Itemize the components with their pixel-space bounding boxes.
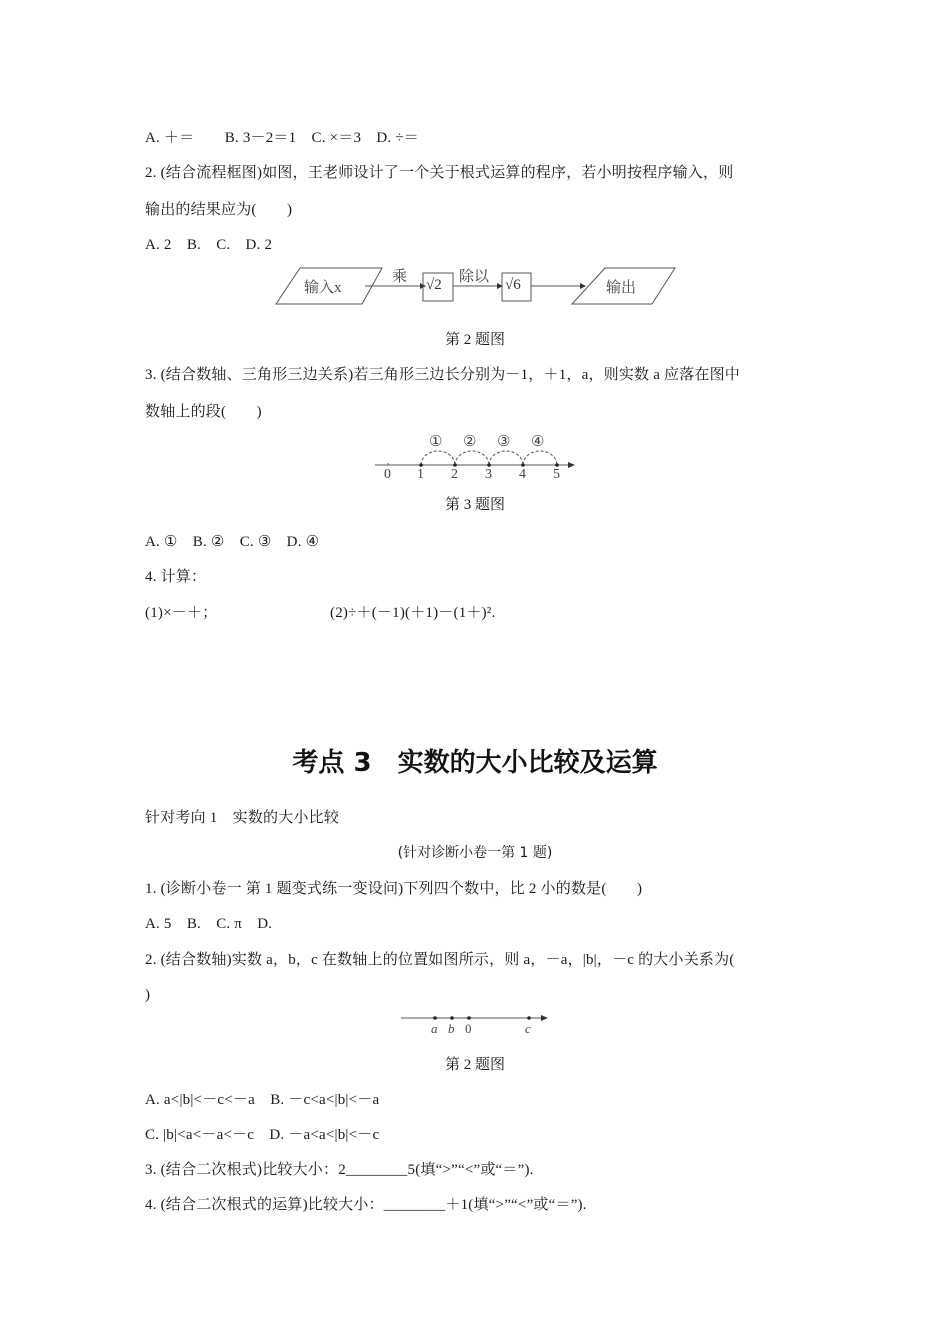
flowchart-figure <box>270 262 680 312</box>
flowchart-input-label: 输入x <box>304 280 342 296</box>
section-title: 考点 3 实数的大小比较及运算 <box>292 748 658 778</box>
s-q1-options: A. 5 B. C. π D. <box>145 916 273 932</box>
segment-label-3: ③ <box>497 434 511 450</box>
point-label-a: a <box>431 1021 438 1036</box>
q3-options: A. ① B. ② C. ③ D. ④ <box>145 534 320 550</box>
s-q2-options-ab: A. a<|b|<－c<－a B. －c<a<|b|<－a <box>145 1092 380 1108</box>
abc-numberline-figure <box>398 1008 553 1040</box>
tick-label-5: 5 <box>553 467 560 482</box>
q3-figure-caption: 第 3 题图 <box>444 497 505 513</box>
section-subheading: (针对诊断小卷一第 1 题) <box>397 845 553 861</box>
tick-label-2: 2 <box>451 467 458 482</box>
tick-label-1: 1 <box>417 467 424 482</box>
flowchart-op2-label: 除以 <box>459 269 490 285</box>
s-q2-stem-line2: ) <box>145 987 151 1003</box>
q4-part1: (1)×－＋； <box>145 605 218 621</box>
s-q4-stem: 4. (结合二次根式的运算)比较大小：________＋1(填“>”“<”或“＝”). <box>145 1197 587 1213</box>
tick-label-0: 0 <box>384 467 391 482</box>
tick-label-4: 4 <box>519 467 526 482</box>
s-q2-options-cd: C. |b|<a<－a<－c D. －a<a<|b|<－c <box>145 1127 380 1143</box>
q1-options: A. ＋＝ B. 3－2＝1 C. ×＝3 D. ÷＝ <box>145 130 419 146</box>
flowchart-op1-label: 乘 <box>392 269 408 285</box>
point-label-b: b <box>448 1021 455 1036</box>
q2-stem-line2: 输出的结果应为( ) <box>145 202 293 218</box>
flowchart-output-label: 输出 <box>606 280 637 296</box>
q3-stem-line1: 3. (结合数轴、三角形三边关系)若三角形三边长分别为－1，＋1，a，则实数 a 应落在图中 <box>145 367 741 383</box>
point-label-c: c <box>525 1021 531 1036</box>
point-label-0: 0 <box>465 1021 472 1036</box>
flowchart-box2-text: √6 <box>505 277 521 293</box>
flowchart-box1-text: √2 <box>426 277 442 293</box>
q4-part2: (2)÷＋(－1)(＋1)－(1＋)². <box>330 605 496 621</box>
s-q3-stem: 3. (结合二次根式)比较大小：2________5(填“>”“<”或“＝”). <box>145 1162 534 1178</box>
q2-figure-caption: 第 2 题图 <box>444 332 505 348</box>
segment-label-2: ② <box>463 434 477 450</box>
q2-options: A. 2 B. C. D. 2 <box>145 237 273 253</box>
numberline-figure <box>370 430 585 485</box>
q4-stem: 4. 计算： <box>145 569 207 585</box>
section-direction: 针对考向 1 实数的大小比较 <box>145 810 340 826</box>
q2-stem-line1: 2. (结合流程框图)如图，王老师设计了一个关于根式运算的程序，若小明按程序输入，则 <box>145 165 734 181</box>
q3-stem-line2: 数轴上的段( ) <box>145 404 262 420</box>
s-q1-stem: 1. (诊断小卷一 第 1 题变式练一变设问)下列四个数中，比 2 小的数是( ) <box>145 881 643 897</box>
tick-label-3: 3 <box>485 467 492 482</box>
segment-label-1: ① <box>429 434 443 450</box>
s-q2-figure-caption: 第 2 题图 <box>444 1057 505 1073</box>
segment-label-4: ④ <box>531 434 545 450</box>
s-q2-stem-line1: 2. (结合数轴)实数 a，b，c 在数轴上的位置如图所示，则 a，－a，|b|，－c 的大小关系为( <box>145 952 735 968</box>
